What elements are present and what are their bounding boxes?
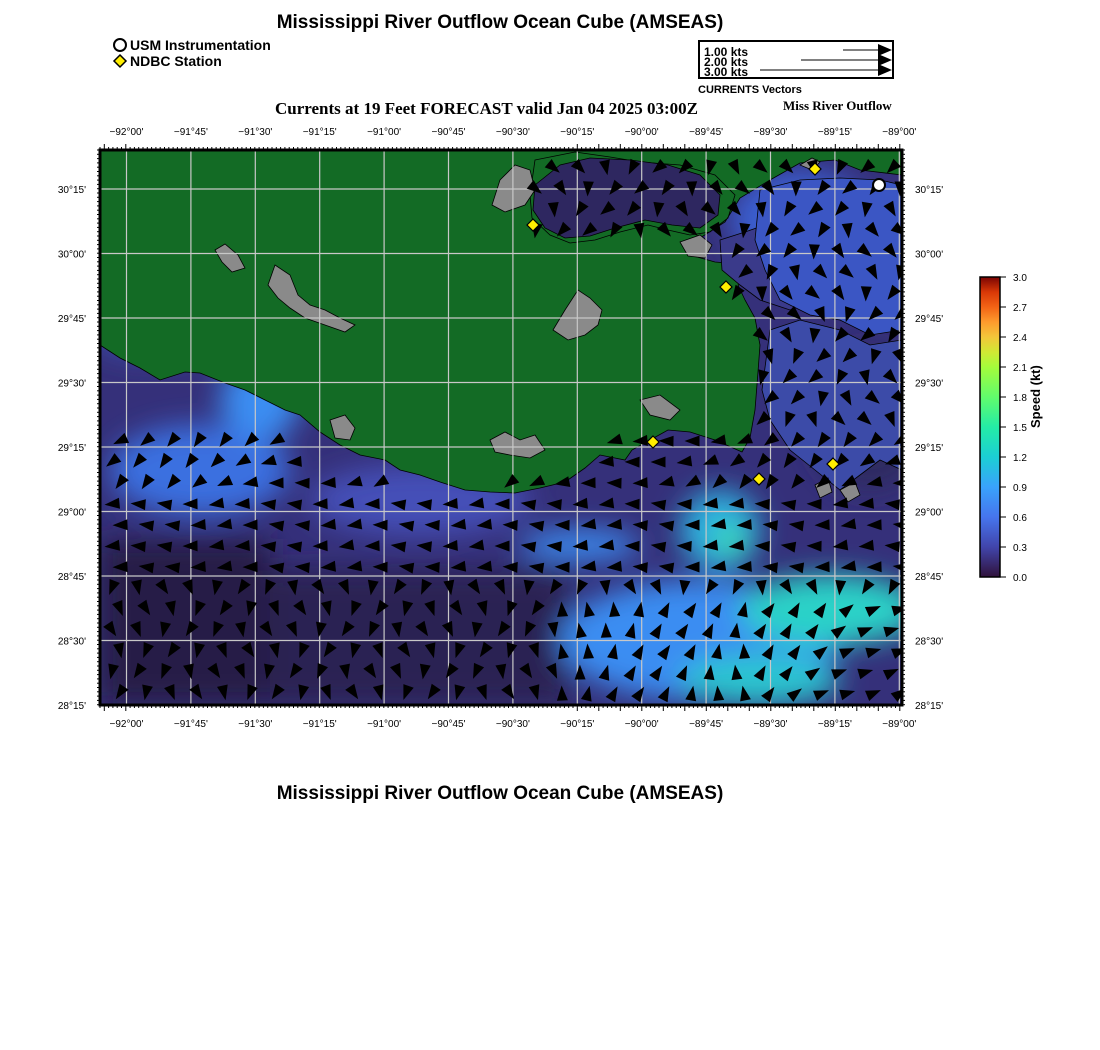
lon-tick-label: −89°30' xyxy=(753,127,788,138)
lat-tick-label: 29°30' xyxy=(915,378,944,390)
lon-tick-label: −89°15' xyxy=(817,719,852,730)
speed-colorbar xyxy=(970,268,1090,588)
lon-tick-label: −91°15' xyxy=(302,127,337,138)
colorbar-tick-label: 0.9 xyxy=(1013,483,1027,494)
lon-tick-label: −90°30' xyxy=(495,719,530,730)
lat-tick-label: 30°00' xyxy=(57,249,86,261)
lat-tick-label: 30°15' xyxy=(915,185,944,196)
lon-tick-label: −91°45' xyxy=(173,127,208,138)
colorbar-ramp xyxy=(980,277,1000,577)
lon-tick-label: −89°30' xyxy=(753,719,788,730)
vector-label-3: 3.00 kts xyxy=(704,65,749,79)
vector-label-2: 2.00 kts xyxy=(704,55,749,69)
colorbar-title: Speed (kt) xyxy=(1028,365,1043,428)
lat-tick-label: 28°15' xyxy=(57,701,86,712)
forecast-subtitle: Currents at 19 Feet FORECAST valid Jan 04 2025 03:00Z xyxy=(275,99,698,118)
colorbar-tick-label: 2.4 xyxy=(1013,333,1027,344)
usm-station[interactable] xyxy=(873,179,885,191)
lat-tick-label: 29°15' xyxy=(57,443,86,454)
lat-tick-label: 30°00' xyxy=(915,249,944,261)
lon-tick-label: −91°30' xyxy=(238,719,273,730)
colorbar-tick-label: 1.8 xyxy=(1013,393,1027,404)
lon-tick-label: −89°15' xyxy=(817,127,852,138)
map-field xyxy=(90,150,930,705)
colorbar-tick-label: 1.2 xyxy=(1013,453,1027,464)
lon-tick-label: −90°00' xyxy=(624,127,659,138)
lon-tick-label: −89°00' xyxy=(882,719,917,730)
lon-tick-label: −90°45' xyxy=(431,719,466,730)
colorbar-tick-label: 3.0 xyxy=(1013,273,1027,284)
lat-tick-label: 28°45' xyxy=(915,572,944,583)
colorbar-tick-label: 0.3 xyxy=(1013,543,1027,554)
lon-tick-label: −90°15' xyxy=(560,127,595,138)
lat-tick-label: 28°30' xyxy=(915,636,944,648)
lat-tick-label: 28°30' xyxy=(57,636,86,648)
lat-tick-label: 29°00' xyxy=(57,507,86,519)
legend-ndbc-label: NDBC Station xyxy=(130,53,222,69)
lon-tick-label: −89°45' xyxy=(689,719,724,730)
lat-tick-label: 29°30' xyxy=(57,378,86,390)
map-title: Mississippi River Outflow Ocean Cube (AMSEAS) xyxy=(276,12,724,33)
colorbar-tick-label: 2.1 xyxy=(1013,363,1027,374)
lat-tick-label: 30°15' xyxy=(57,185,86,196)
lon-tick-label: −91°00' xyxy=(367,719,402,730)
lon-tick-label: −92°00' xyxy=(109,719,144,730)
lat-tick-label: 29°45' xyxy=(57,314,86,325)
lon-tick-label: −89°45' xyxy=(689,127,724,138)
lon-tick-label: −90°30' xyxy=(495,127,530,138)
lon-tick-label: −92°00' xyxy=(109,127,144,138)
colorbar-tick-label: 0.0 xyxy=(1013,573,1027,584)
lat-tick-label: 29°15' xyxy=(915,443,944,454)
outflow-label: Miss River Outflow xyxy=(783,98,892,113)
lat-tick-label: 29°00' xyxy=(915,507,944,519)
lon-tick-label: −91°00' xyxy=(367,127,402,138)
lat-tick-label: 28°45' xyxy=(57,572,86,583)
colorbar-tick-label: 1.5 xyxy=(1013,423,1027,434)
lon-tick-label: −90°45' xyxy=(431,127,466,138)
lon-tick-label: −90°15' xyxy=(560,719,595,730)
vector-caption: CURRENTS Vectors xyxy=(698,84,802,96)
legend-usm-label: USM Instrumentation xyxy=(130,37,271,53)
colorbar-ticks xyxy=(1000,273,1027,584)
lon-tick-label: −89°00' xyxy=(882,127,917,138)
map-title-bottom: Mississippi River Outflow Ocean Cube (AMSEAS) xyxy=(276,783,724,804)
lat-tick-label: 29°45' xyxy=(915,314,944,325)
lon-tick-label: −90°00' xyxy=(624,719,659,730)
vector-label-1: 1.00 kts xyxy=(704,45,749,59)
lon-tick-label: −91°15' xyxy=(302,719,337,730)
lon-tick-label: −91°45' xyxy=(173,719,208,730)
lon-tick-label: −91°30' xyxy=(238,127,273,138)
colorbar-tick-label: 0.6 xyxy=(1013,513,1027,524)
lat-tick-label: 28°15' xyxy=(915,701,944,712)
colorbar-tick-label: 2.7 xyxy=(1013,303,1027,314)
